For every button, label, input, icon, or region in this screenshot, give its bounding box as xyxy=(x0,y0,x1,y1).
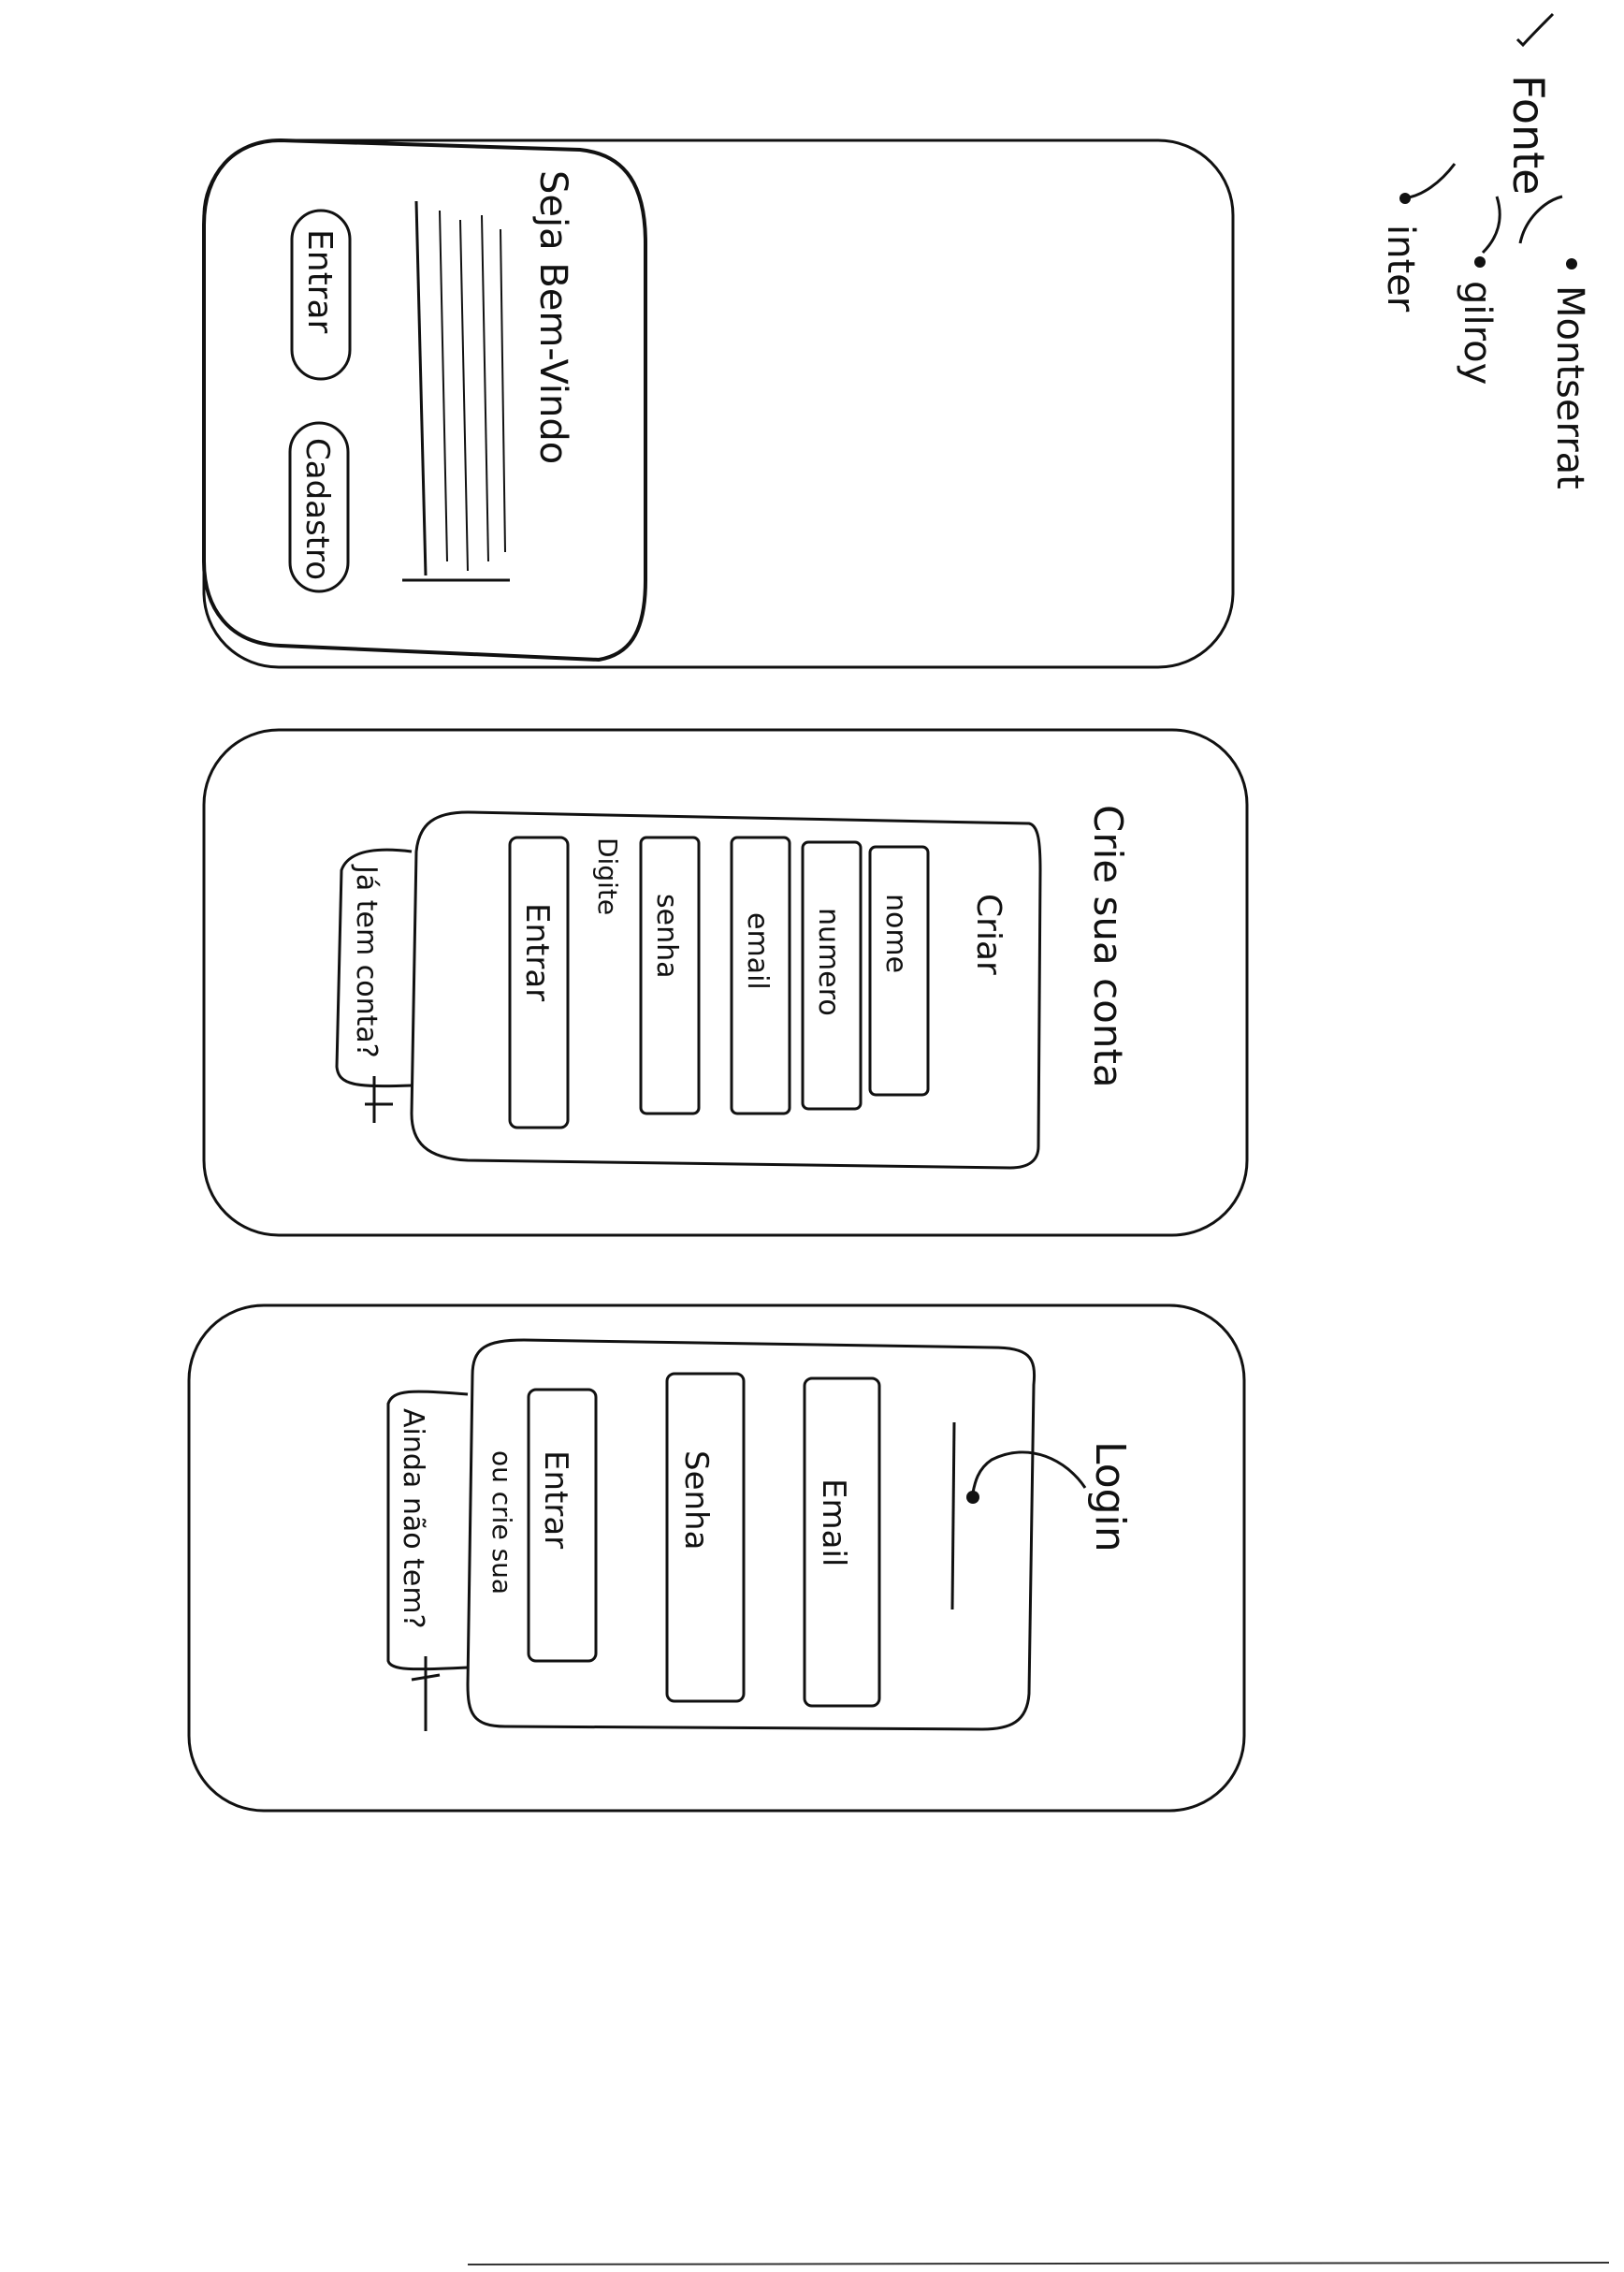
welcome-register-label[interactable]: Cadastro xyxy=(298,438,336,581)
signup-screen xyxy=(204,730,1247,1235)
signup-name-label: nome xyxy=(879,894,912,974)
fonts-legend-montserrat: Montserrat xyxy=(1548,285,1591,489)
page-edge xyxy=(468,2263,1609,2265)
signup-password-label: senha xyxy=(650,894,683,979)
signup-form-header: Criar xyxy=(969,894,1008,975)
signup-email-label: email xyxy=(741,912,774,990)
login-password-label: Senha xyxy=(677,1450,715,1551)
fonts-legend xyxy=(1379,14,1591,489)
welcome-screen xyxy=(204,140,1233,667)
fonts-legend-inter: inter xyxy=(1379,225,1422,313)
fonts-legend-title: Fonte xyxy=(1503,75,1554,196)
login-footer-link[interactable]: Ainda não tem? xyxy=(397,1408,429,1629)
signup-phone-label: numero xyxy=(812,908,845,1016)
fonts-legend-gilroy: gilroy xyxy=(1456,281,1499,386)
signup-confirm-label: Digite xyxy=(592,837,623,916)
welcome-title: Seja Bem-Vindo xyxy=(531,170,574,465)
login-title-pointer xyxy=(973,1452,1085,1493)
signup-footer-link[interactable]: Já tem conta? xyxy=(350,866,383,1058)
login-alt-text: ou crie sua xyxy=(486,1450,517,1595)
login-phone-frame xyxy=(189,1305,1244,1811)
login-title: Login xyxy=(1086,1441,1134,1552)
login-submit-label[interactable]: Entrar xyxy=(537,1450,574,1550)
welcome-card xyxy=(204,140,645,660)
welcome-enter-label[interactable]: Entrar xyxy=(300,229,339,334)
signup-title: Crie sua conta xyxy=(1085,805,1131,1088)
login-screen xyxy=(189,1305,1244,1811)
signup-submit-label[interactable]: Entrar xyxy=(518,903,556,1002)
login-logo-placeholder xyxy=(952,1422,954,1609)
welcome-text-lines xyxy=(402,201,510,580)
signup-card xyxy=(412,812,1040,1168)
welcome-phone-frame xyxy=(204,140,1233,667)
login-email-label: Email xyxy=(815,1478,852,1567)
